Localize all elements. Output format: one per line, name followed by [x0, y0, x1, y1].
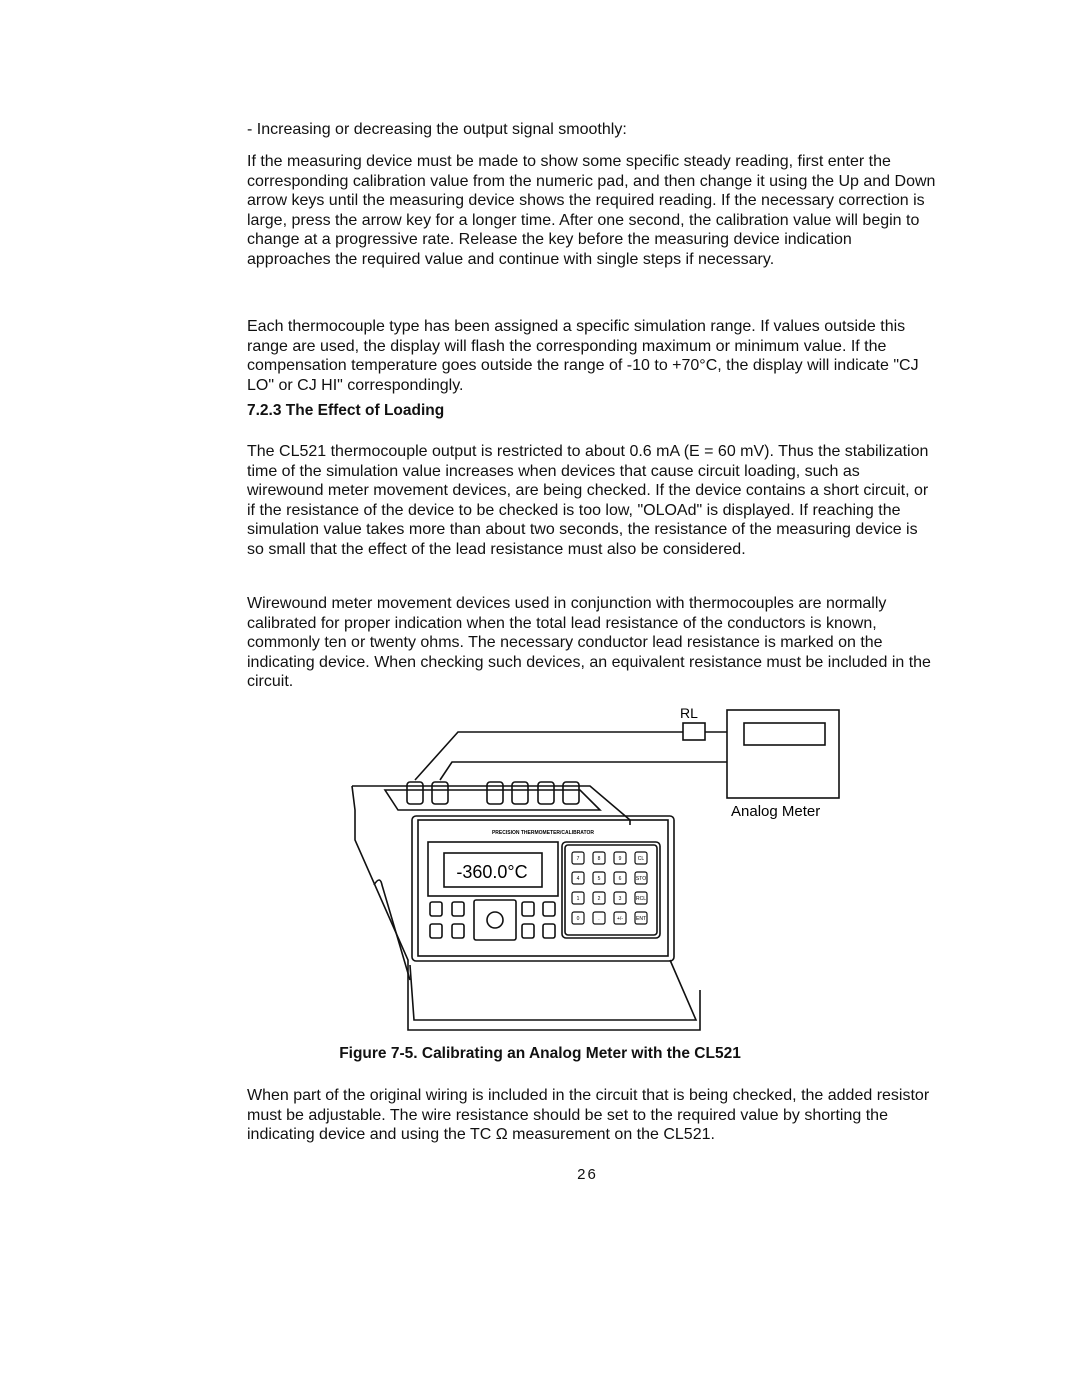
key-label: 5 — [597, 876, 601, 882]
key-label: 4 — [576, 876, 580, 882]
resistor-rl — [683, 723, 705, 740]
key-label: +/- — [617, 916, 623, 922]
page-number: 26 — [577, 1166, 598, 1183]
wire-bottom — [440, 762, 727, 780]
wire-top — [415, 732, 683, 780]
meter-window — [744, 723, 825, 745]
figure-caption: Figure 7-5. Calibrating an Analog Meter with the CL521 — [339, 1045, 741, 1062]
intro-text: - Increasing or decreasing the output signal smoothly: — [247, 121, 627, 138]
key-label: RCL — [635, 896, 647, 902]
paragraph-steady-reading: If the measuring device must be made to show some specific steady reading, first enter the corresponding calibration value from the numeric pad, and then change it using the Up and Down arrow keys until the measuring device shows the required reading. If the necessary correction is large, press the arrow key for a longer time. After one second, the calibration value will begin to change at a progressive rate. Release the key before the measuring device indication approaches the required value and continue with single steps if necessary. — [247, 153, 936, 268]
key-label: 8 — [597, 856, 601, 862]
resistor-label: RL — [680, 705, 698, 721]
key-label: STO — [635, 876, 647, 882]
display-value: -360.0°C — [456, 862, 528, 882]
key-label: . — [598, 916, 600, 922]
paragraph-loading: The CL521 thermocouple output is restricted to about 0.6 mA (E = 60 mV). Thus the stabilization time of the simulation value increases when devices that cause circuit loading, such as wirewound meter movement devices, are being checked. If the device contains a short circuit, or if the resistance of the device to be checked is too low, "OLOAd" is displayed. If reaching the simulation value takes more than about two seconds, the resistance of the measuring device is so small that the effect of the lead resistance must also be considered. — [247, 443, 929, 558]
key-label: 7 — [576, 856, 580, 862]
function-buttons — [430, 900, 555, 940]
key-label: 0 — [576, 916, 580, 922]
paragraph-wirewound: Wirewound meter movement devices used in conjunction with thermocouples are normally calibrated for proper indication when the total lead resistance of the conductors is known, commonly ten or twenty ohms. The necessary conductor lead resistance is marked on the indicating device. When checking such devices, an equivalent resistance must be included in the circuit. — [247, 595, 931, 690]
key-label: 3 — [618, 896, 622, 902]
paragraph-adjustable-resistor: When part of the original wiring is included in the circuit that is being checked, the added resistor must be adjustable. The wire resistance should be set to the required value by shorting the indicating device and using the TC Ω measurement on the CL521. — [247, 1087, 930, 1143]
key-label: 9 — [618, 856, 622, 862]
key-label: 1 — [576, 896, 580, 902]
device-title: PRECISION THERMOMETER/CALIBRATOR — [491, 830, 595, 836]
paragraph-simulation-range: Each thermocouple type has been assigned a specific simulation range. If values outside this range are used, the display will flash the corresponding maximum or minimum value. If the compensation temperature goes outside the range of -10 to +70°C, the display will indicate "CJ LO" or CJ HI" correspondingly. — [247, 318, 919, 394]
calibration-figure — [340, 696, 860, 1040]
device-body — [352, 786, 700, 1030]
meter-label: Analog Meter — [731, 803, 821, 820]
key-label: CL — [637, 856, 645, 862]
section-heading: 7.2.3 The Effect of Loading — [247, 402, 445, 419]
key-label: ENT — [636, 916, 646, 922]
key-label: 6 — [618, 876, 622, 882]
key-label: 2 — [597, 896, 601, 902]
keypad-keys — [572, 852, 647, 924]
front-panel — [412, 816, 674, 961]
